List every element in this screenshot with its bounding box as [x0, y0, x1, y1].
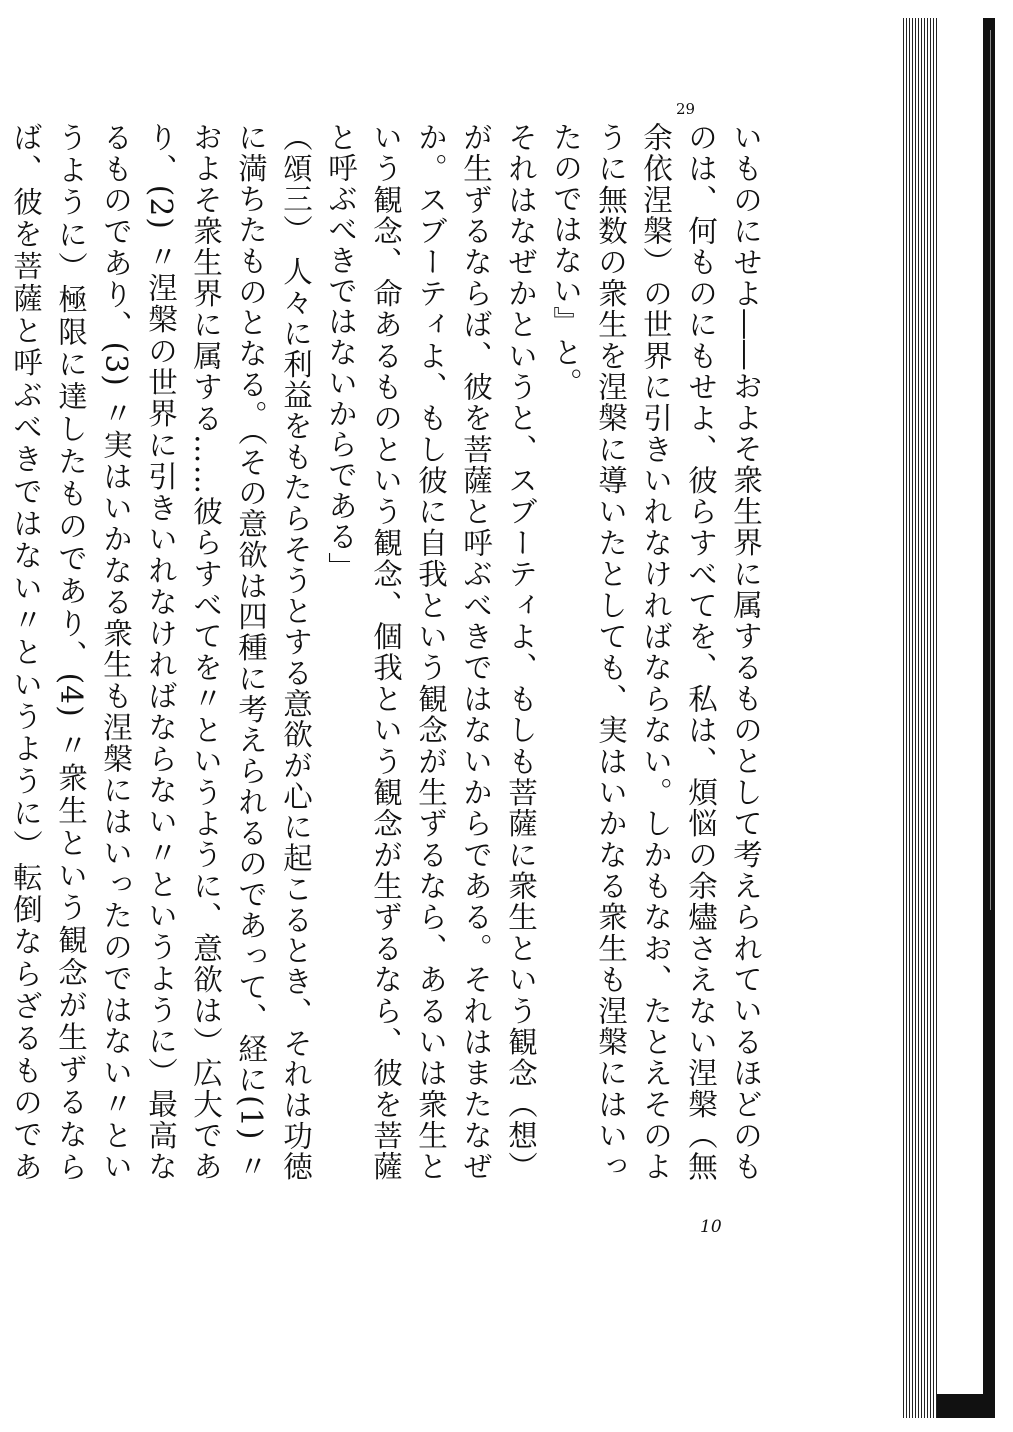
binding-foot	[937, 1394, 995, 1418]
paragraph-3: （頌三） 人々に利益をもたらそうとする意欲が心に起こるとき、それは功徳に満ちたものとなる。（その意欲は四種に考えられるのであって、経に(1) 〃およそ衆生界に属する……彼らすべてを〃というように、意欲は）広大であり、(2) 〃涅槃の世界に引きいれなければならない〃というように）最高なるものであり、(3) 〃実はいかなる衆生も涅槃にはいったのではない〃というように）極限に達したものであり、(4) 〃衆生という観念が生ずるならば、彼を菩薩と呼ぶべきではない〃というように）転倒ならざるものであ	[9, 122, 313, 1182]
page-number-top: 29	[676, 100, 696, 118]
binding-bar	[983, 18, 995, 1418]
book-binding-edge	[903, 18, 995, 1418]
binding-rule	[990, 30, 991, 910]
vertical-text-body	[9, 122, 768, 1182]
paragraph-1: いものにせよ――およそ衆生界に属するものとして考えられているほどのものは、何ものにもせよ、彼らすべてを、私は、煩悩の余燼さえない涅槃（無余依涅槃）の世界に引きいれなければならない。しかもなお、たとえそのように無数の衆生を涅槃に導いたとしても、実はいかなる衆生も涅槃にはいったのではない』と。	[549, 122, 763, 1182]
binding-lines	[903, 18, 937, 1418]
page-number-bottom: 10	[700, 1217, 722, 1237]
paragraph-2: それはなぜかというと、スブーティよ、もしも菩薩に衆生という観念（想）が生ずるならば、彼を菩薩と呼ぶべきではないからである。それはまたなぜか。スブーティよ、もし彼に自我という観念が生ずるなら、あるいは衆生という観念、命あるものという観念、個我という観念が生ずるなら、彼を菩薩と呼ぶべきではないからである」	[324, 122, 538, 1182]
